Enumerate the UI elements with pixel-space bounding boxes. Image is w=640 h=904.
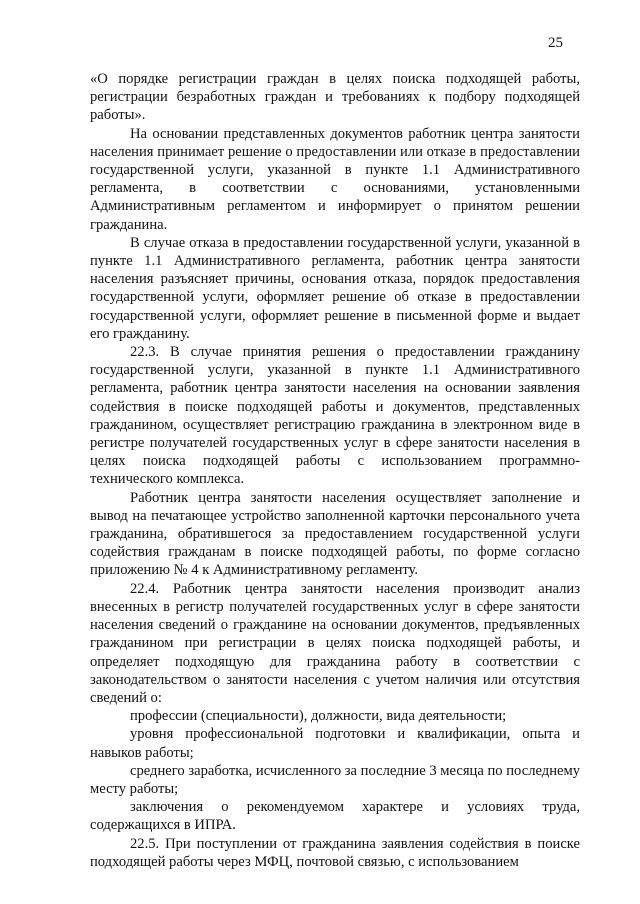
document-body (90, 70, 580, 871)
list-item-profession: профессии (специальности), должности, вида деятельности; (130, 708, 507, 725)
paragraph-decision: На основании представленных документов работник центра занятости населения принимает решение о предоставлении или отказе в предоставлении государственной услуги, указанной в пункте 1.1 Административного регламента, в соответствии с основаниями, установленными Административным регламентом и информирует о принятом решении гражданина. (90, 125, 580, 233)
paragraph-22-4: 22.4. Работник центра занятости населения производит анализ внесенных в регистр получателей государственных услуг в сфере занятости населения сведений о гражданине на основании документов, предъявленных гражданином при регистрации в целях поиска подходящей работы, и определяет подходящую для гражданина работу в соответствии с законодательством о занятости населения с учетом наличия или отсутствия сведений о: (90, 580, 580, 706)
paragraph-refusal: В случае отказа в предоставлении государственной услуги, указанной в пункте 1.1 Административного регламента, работник центра занятости населения разъясняет причины, основания отказа, порядок предоставления государственной услуги, оформляет решение об отказе в предоставлении государственной услуги, оформляет решение в письменной форме и выдает его гражданину. (90, 234, 580, 342)
list-item-qualification: уровня профессиональной подготовки и квалификации, опыта и навыков работы; (90, 726, 580, 761)
paragraph-22-3: 22.3. В случае принятия решения о предоставлении гражданину государственной услуги, указанной в пункте 1.1 Административного регламента, работник центра занятости населения на основании заявления содействия в поиске подходящей работы и документов, представленных гражданином, осуществляет регистрацию гражданина в электронном виде в регистре получателей государственных услуг в сфере занятости населения в целях поиска подходящей работы с использованием программно-технического комплекса. (90, 344, 580, 488)
paragraph-personal-card: Работник центра занятости населения осуществляет заполнение и вывод на печатающее устройство заполненной карточки персонального учета гражданина, обратившегося за предоставлением государственной услуги содействия гражданам в поиске подходящей работы, по форме согласно приложению № 4 к Административному регламенту. (90, 489, 580, 579)
paragraph-22-5: 22.5. При поступлении от гражданина заявления содействия в поиске подходящей работы через МФЦ, почтовой связью, с использованием (90, 835, 580, 870)
paragraph-order-title: «О порядке регистрации граждан в целях поиска подходящей работы, регистрации безработных граждан и требованиях к подбору подходящей работы». (90, 71, 580, 124)
list-item-ipra: заключения о рекомендуемом характере и условиях труда, содержащихся в ИПРА. (90, 799, 580, 834)
list-item-salary: среднего заработка, исчисленного за последние 3 месяца по последнему месту работы; (90, 762, 581, 797)
page-number: 25 (548, 35, 563, 51)
